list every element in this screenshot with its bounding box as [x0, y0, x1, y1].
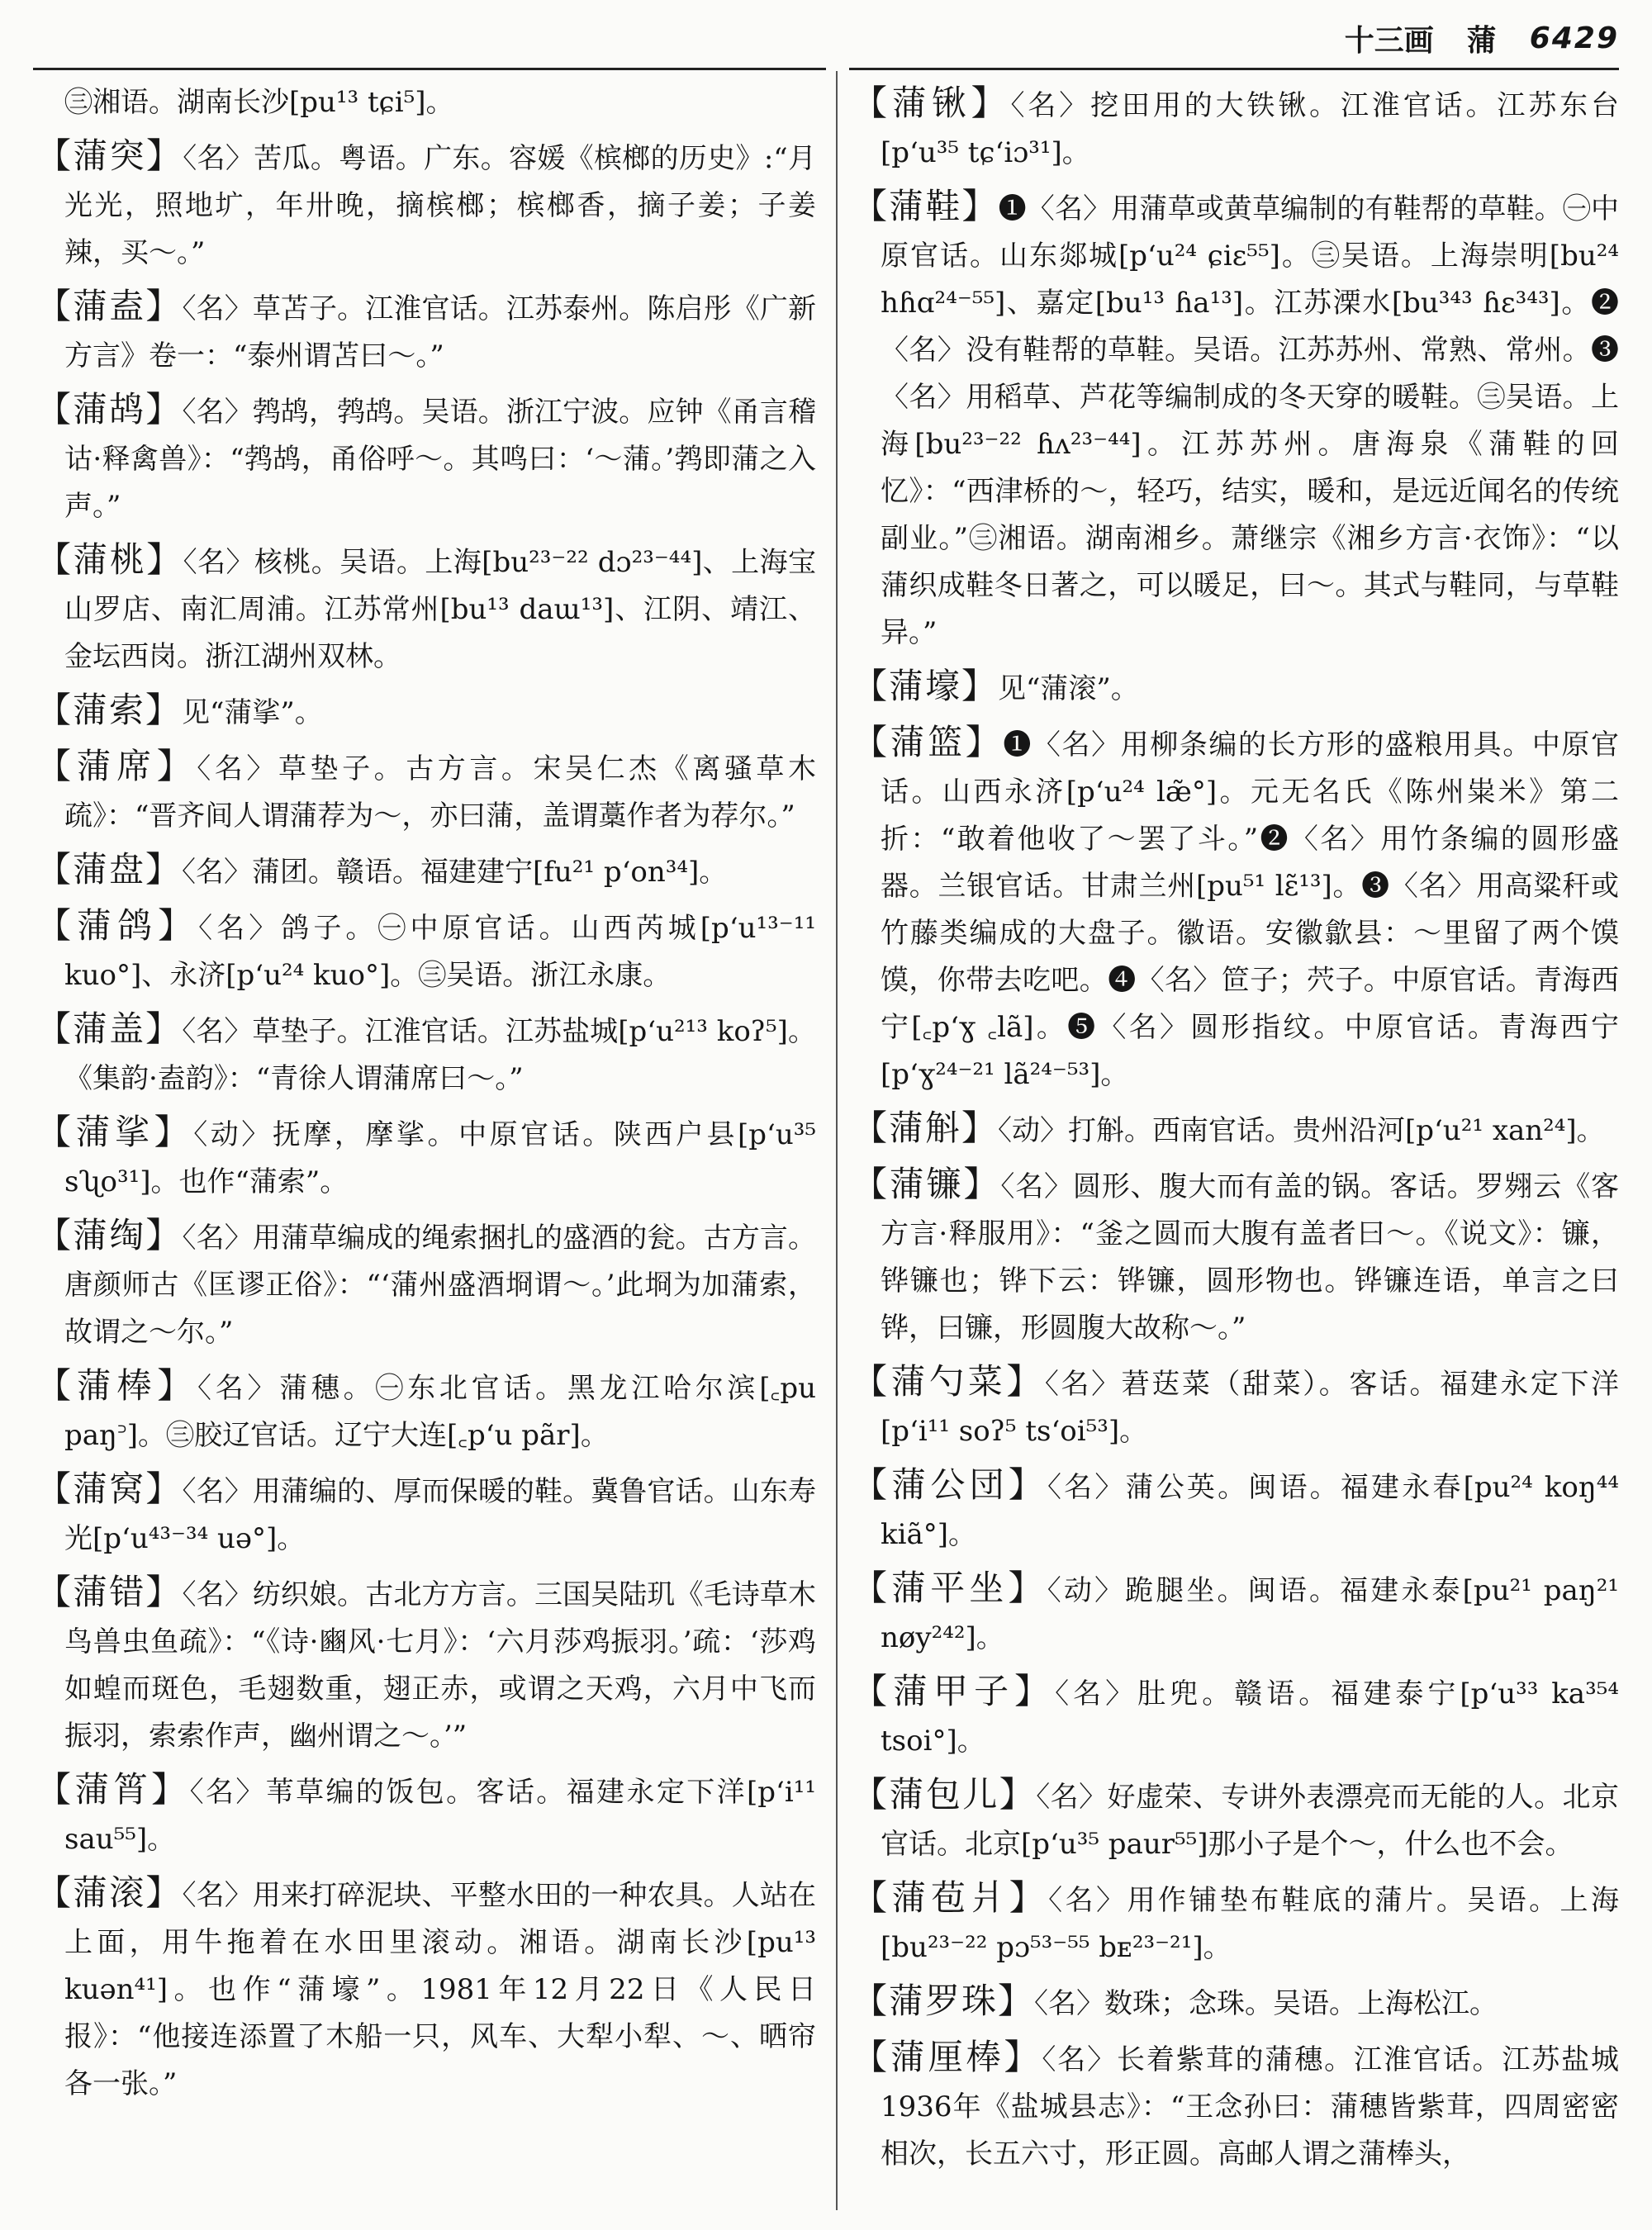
dictionary-entry: [36, 743, 816, 840]
entry-headword: 【蒲席】: [36, 746, 197, 786]
entry-definition: 〈名〉蒲团。赣语。福建建宁[fu²¹ pʻon³⁴]。: [182, 856, 728, 889]
left-column: [36, 79, 816, 2114]
page-header: [1189, 12, 1619, 64]
entry-headword: 【蒲鞋】: [852, 186, 999, 226]
dictionary-entry: [36, 1108, 816, 1206]
dictionary-entry: [36, 132, 816, 277]
entry-definition: 〈名〉鹁鸪，鹁鸪。吴语。浙江宁波。应钟《甬言稽诂·释禽兽》：“鹁鸪，甬俗呼～。其鸣曰：‘～蒲。’鹁即蒲之入声。”: [64, 396, 816, 523]
entry-headword: 【蒲鸽】: [36, 905, 199, 946]
dictionary-entry: [36, 686, 816, 737]
entry-definition: 〈名〉鸽子。㊀中原官话。山西芮城[pʻu¹³⁻¹¹ kuo°]、永济[pʻu²⁴ kuo°]。㊂吴语。浙江永康。: [64, 912, 816, 992]
entry-headword: 【蒲厘棒】: [852, 2037, 1042, 2077]
entry-headword: 【蒲锹】: [852, 83, 1011, 123]
entry-headword: 【蒲索】: [36, 690, 183, 730]
entry-headword: 【蒲篮】: [852, 722, 1004, 762]
dictionary-entry: [36, 386, 816, 530]
dictionary-entry: [36, 1568, 816, 1760]
dictionary-entry: [852, 1461, 1619, 1559]
dictionary-entry: [36, 1362, 816, 1459]
dictionary-entry: [36, 79, 816, 126]
header-character: 蒲: [1466, 22, 1497, 58]
dictionary-entry: [852, 79, 1619, 177]
entry-headword: 【蒲桃】: [36, 539, 183, 580]
dictionary-entry: [36, 1766, 816, 1863]
entry-headword: 【蒲勺菜】: [852, 1361, 1045, 1402]
entry-definition: 〈名〉挖田用的大铁锹。江淮官话。江苏东台[pʻu³⁵ tɕʻiɔ³¹]。: [881, 89, 1619, 169]
entry-headword: 【蒲突】: [36, 135, 183, 176]
entry-definition: 〈名〉数珠；念珠。吴语。上海松江。: [1034, 1987, 1498, 2020]
header-rule-left: [33, 68, 826, 70]
entry-headword: 【蒲错】: [36, 1572, 183, 1612]
entry-headword: 【蒲公団】: [852, 1464, 1047, 1505]
entry-headword: 【蒲平坐】: [852, 1568, 1047, 1608]
dictionary-entry: [852, 1771, 1619, 1868]
entry-headword: 【蒲壕】: [852, 666, 999, 706]
entry-definition: 〈名〉用蒲草编成的绳索捆扎的盛酒的瓮。古方言。唐颜师古《匡谬正俗》：“‘蒲州盛酒埛谓～。’此埛为加蒲索，故谓之～尔。”: [64, 1222, 816, 1349]
entry-definition: 〈名〉核桃。吴语。上海[bu²³⁻²² dɔ²³⁻⁴⁴]、上海宝山罗店、南汇周浦。江苏常州[bu¹³ daɯ¹³]、江阴、靖江、金坛西岗。浙江湖州双林。: [64, 546, 816, 673]
page-number: 6429: [1529, 21, 1619, 55]
entry-headword: 【蒲滚】: [36, 1872, 183, 1913]
entry-definition: 〈名〉用来打碎泥块、平整水田的一种农具。人站在上面，用牛拖着在水田里滚动。湘语。湖南长沙[pu¹³ kuən⁴¹]。也作“蒲壕”。1981年12月22日《人民日报》：“他接连添置了木船一只，风车、大犁小犁、～、晒帘各一张。”: [64, 1879, 816, 2100]
entry-definition: 〈名〉圆形、腹大而有盖的锅。客话。罗翙云《客方言·释服用》：“釜之圆而大腹有盖者曰～。《说文》：镰，铧镰也；铧下云：铧镰，圆形物也。铧镰连语，单言之曰铧，曰镰，形圆腹大故称～。”: [881, 1170, 1619, 1345]
dictionary-entry: [852, 719, 1619, 1098]
dictionary-entry: [36, 1465, 816, 1563]
dictionary-entry: [852, 1358, 1619, 1455]
entry-definition: 〈名〉纺织娘。古北方方言。三国吴陆玑《毛诗草木鸟兽虫鱼疏》：“《诗·豳风·七月》：‘六月莎鸡振羽。’疏：‘莎鸡如蝗而斑色，毛翅数重，翅正赤，或谓之天鸡，六月中飞而振羽，索索作声，幽州谓之～。’”: [64, 1578, 816, 1753]
entry-definition: 见“蒲滚”。: [998, 672, 1139, 705]
header-section: 十三画: [1344, 22, 1434, 58]
dictionary-entry: [852, 662, 1619, 713]
entry-headword: 【蒲绹】: [36, 1215, 183, 1255]
entry-definition: 〈名〉草垫子。古方言。宋吴仁杰《离骚草木疏》：“晋齐间人谓蒲荐为～，亦曰蒲，盖谓藁作者为荐尔。”: [64, 752, 816, 833]
entry-headword: 【蒲苞爿】: [852, 1877, 1049, 1918]
entry-definition: 〈名〉草苫子。江淮官话。江苏泰州。陈启彤《广新方言》卷一：“泰州谓苫曰～。”: [64, 292, 816, 372]
entry-definition: 〈名〉用蒲编的、厚而保暖的鞋。冀鲁官话。山东寿光[pʻu⁴³⁻³⁴ uə°]。: [64, 1475, 816, 1555]
entry-definition: ❶〈名〉用柳条编的长方形的盛粮用具。中原官话。山西永济[pʻu²⁴ læ̃°]。元无名氏《陈州粜米》第二折：“敢着他收了～罢了斗。”❷〈名〉用竹条编的圆形盛器。兰银官话。甘肃兰州[pu⁵¹ lɛ̃¹³]。❸〈名〉用高粱秆或竹藤类编成的大盘子。徽语。安徽歙县：～里留了两个馍馍，你带去吃吧。❹〈名〉笸子；茓子。中原官话。青海西宁[꜀pʻɣ ꜀lã]。❺〈名〉圆形指纹。中原官话。青海西宁[pʻɣ²⁴⁻²¹ lã²⁴⁻⁵³]。: [881, 728, 1619, 1091]
entry-definition: 〈名〉蒲穗。㊀东北官话。黑龙江哈尔滨[꜀pu paŋ꜄]。㊂胶辽官话。辽宁大连[꜀pʻu pãr]。: [64, 1372, 816, 1452]
entry-headword: 【蒲窝】: [36, 1468, 183, 1509]
entry-headword: 【蒲鸪】: [36, 389, 183, 429]
dictionary-entry: [36, 1212, 816, 1356]
entry-definition: 〈名〉苦瓜。粤语。广东。容媛《槟榔的历史》:“月光光，照地圹，年卅晚，摘槟榔；槟榔香，摘子姜；子姜辣，买～。”: [64, 142, 816, 269]
entry-headword: 【蒲罗珠】: [852, 1981, 1035, 2021]
dictionary-entry: [36, 282, 816, 380]
dictionary-entry: [852, 2033, 1619, 2178]
dictionary-entry: [852, 1104, 1619, 1155]
header-rule-right: [849, 68, 1619, 70]
right-column: [852, 79, 1619, 2184]
entry-definition: 〈名〉用作铺垫布鞋底的蒲片。吴语。上海[bu²³⁻²² pɔ⁵³⁻⁵⁵ bᴇ²³⁻²¹]。: [881, 1884, 1619, 1964]
entry-definition: 〈名〉肚兜。赣语。福建泰宁[pʻu³³ ka³⁵⁴ tsoi°]。: [881, 1677, 1619, 1758]
entry-headword: 【蒲盍】: [36, 286, 183, 326]
entry-definition: 〈名〉蒲公英。闽语。福建永春[pu²⁴ koŋ⁴⁴ kiã°]。: [881, 1471, 1619, 1551]
entry-headword: 【蒲斛】: [852, 1108, 999, 1148]
column-divider: [836, 71, 838, 2210]
entry-definition: ❶〈名〉用蒲草或黄草编制的有鞋帮的草鞋。㊀中原官话。山东郯城[pʻu²⁴ ɕiɛ⁵⁵]。㊂吴语。上海崇明[bu²⁴ hɦɑ²⁴⁻⁵⁵]、嘉定[bu¹³ ɦa¹³]。江苏溧水[bu³⁴³ ɦɛ³⁴³]。❷〈名〉没有鞋帮的草鞋。吴语。江苏苏州、常熟、常州。❸〈名〉用稻草、芦花等编制成的冬天穿的暖鞋。㊂吴语。上海[bu²³⁻²² ɦʌ²³⁻⁴⁴]。江苏苏州。唐海泉《蒲鞋的回忆》：“西津桥的～，轻巧，结实，暖和，是远近闻名的传统副业。”㊂湘语。湖南湘乡。萧继宗《湘乡方言·衣饰》：“以蒲织成鞋冬日著之，可以暖足，曰～。其式与鞋同，与草鞋异。”: [881, 192, 1619, 649]
entry-definition: 〈名〉长着紫茸的蒲穗。江淮官话。江苏盐城1936年《盐城县志》：“王念孙曰：蒲穗皆紫茸，四周密密相次，长五六寸，形正圆。高邮人谓之蒲棒头，: [881, 2043, 1619, 2171]
entry-headword: 【蒲挲】: [36, 1112, 194, 1152]
entry-headword: 【蒲镰】: [852, 1164, 1001, 1204]
dictionary-entry: [36, 536, 816, 681]
dictionary-entry: [36, 902, 816, 999]
dictionary-entry: [852, 1160, 1619, 1352]
dictionary-entry: [852, 1564, 1619, 1662]
dictionary-entry: [852, 1668, 1619, 1765]
entry-definition: 〈名〉苇草编的饭包。客话。福建永定下洋[pʻi¹¹ sau⁵⁵]。: [64, 1776, 816, 1856]
dictionary-entry: [852, 1874, 1619, 1971]
entry-headword: 【蒲盖】: [36, 1008, 183, 1049]
dictionary-entry: [36, 1869, 816, 2108]
entry-definition: 〈名〉好虚荣、专讲外表漂亮而无能的人。北京官话。北京[pʻu³⁵ paur⁵⁵]那小子是个～，什么也不会。: [881, 1781, 1619, 1861]
entry-definition: 〈名〉莙荙菜（甜菜）。客话。福建永定下洋[pʻi¹¹ soʔ⁵ tsʻoi⁵³]。: [881, 1368, 1619, 1448]
entry-headword: 【蒲筲】: [36, 1769, 190, 1810]
entry-headword: 【蒲盘】: [36, 849, 183, 890]
dictionary-entry: [852, 183, 1619, 657]
entry-definition: 〈动〉抚摩，摩挲。中原官话。陕西户县[pʻu³⁵ sʯo³¹]。也作“蒲索”。: [64, 1118, 816, 1198]
entry-definition: 〈动〉跪腿坐。闽语。福建永泰[pu²¹ paŋ²¹ nøy²⁴²]。: [881, 1574, 1619, 1654]
entry-definition: 见“蒲挲”。: [182, 696, 323, 729]
entry-definition: 〈名〉草垫子。江淮官话。江苏盐城[pʻu²¹³ koʔ⁵]。《集韵·盍韵》：“青徐人谓蒲席曰～。”: [64, 1015, 816, 1095]
entry-definition: 〈动〉打斛。西南官话。贵州沿河[pʻu²¹ xan²⁴]。: [998, 1114, 1605, 1147]
dictionary-entry: [36, 1005, 816, 1103]
entry-headword: 【蒲包儿】: [852, 1774, 1037, 1815]
entry-definition: ㊂湘语。湖南长沙[pu¹³ tɕi⁵]。: [64, 86, 454, 119]
entry-headword: 【蒲棒】: [36, 1365, 197, 1406]
entry-headword: 【蒲甲子】: [852, 1671, 1056, 1711]
dictionary-entry: [36, 846, 816, 896]
dictionary-entry: [852, 1977, 1619, 2028]
